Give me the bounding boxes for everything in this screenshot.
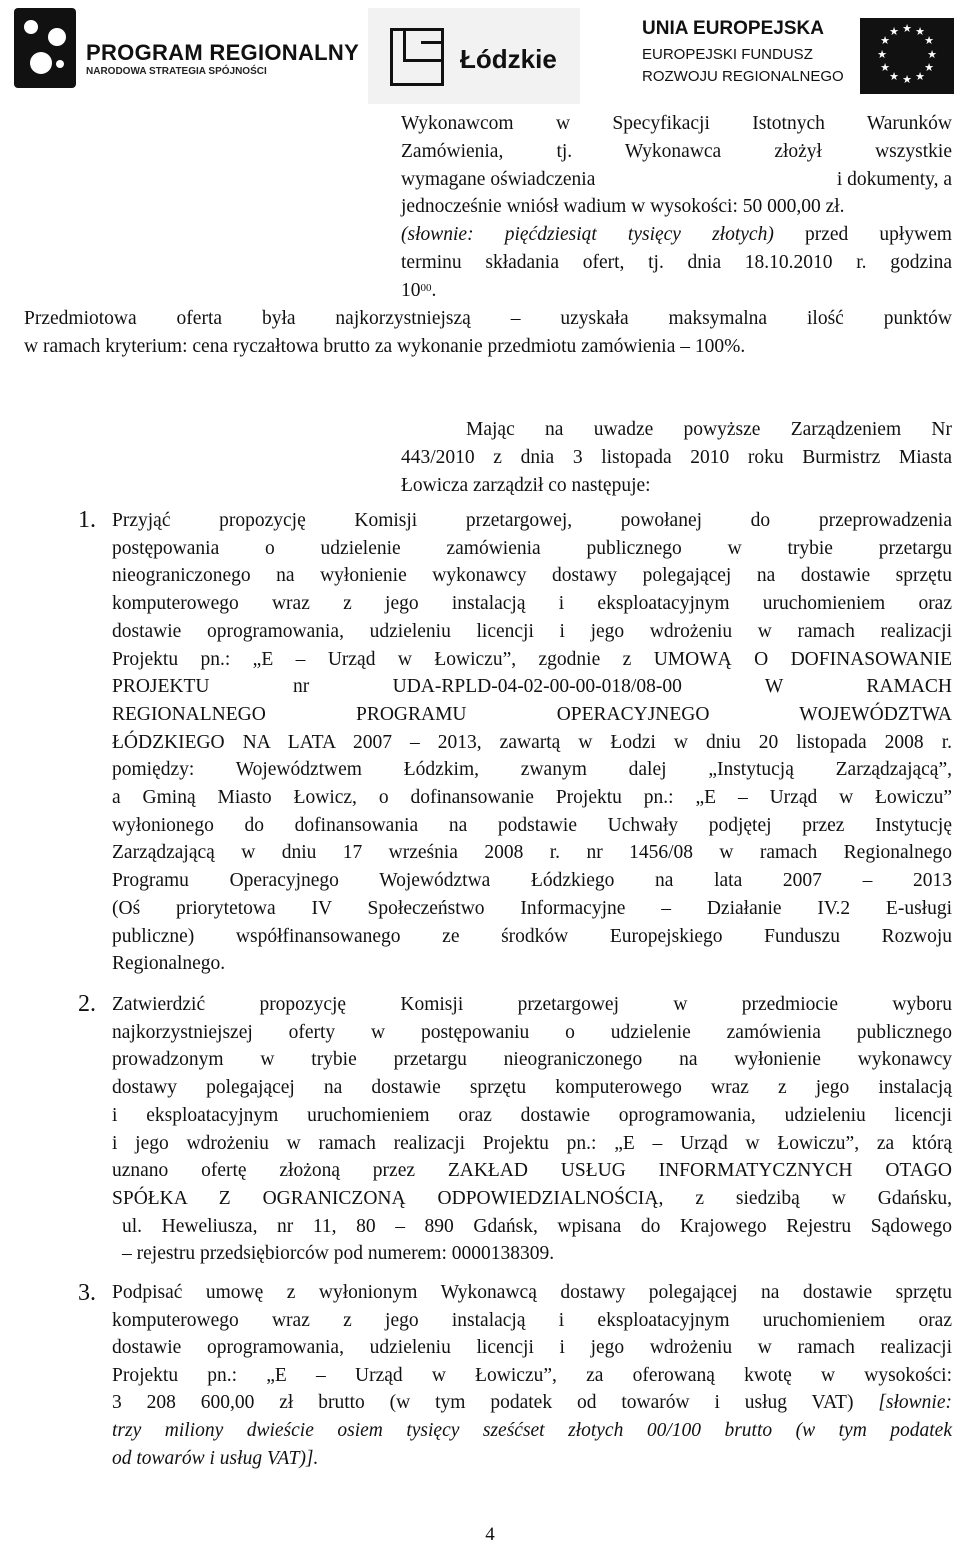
intro-line: jednocześnie wniósł wadium w wysokości: 50 000,00 zł.	[401, 196, 845, 217]
page-header	[0, 0, 960, 108]
preamble-line: Mając na uwadze powyższe Zarządzeniem Nr	[466, 419, 952, 440]
item-line: PROJEKTU nr UDA-RPLD-04-02-00-00-018/08-00 W RAMACH	[112, 676, 952, 698]
program-title: PROGRAM REGIONALNY	[86, 40, 360, 65]
item-line: dostawy polegającej na dostawie sprzętu komputerowego wraz z jego instalacją	[112, 1077, 952, 1099]
intro-italic: (słownie: pięćdziesiąt tysięcy złotych)	[401, 224, 774, 245]
intro-line: terminu składania ofert, tj. dnia 18.10.2010 r. godzina	[401, 252, 952, 273]
item-line: prowadzonym w trybie przetargu nieograniczonego na wyłonienie wykonawcy	[112, 1049, 952, 1071]
svg-text:★: ★	[889, 70, 899, 83]
item-line: komputerowego wraz z jego instalacją i eksploatacyjnym uruchomieniem oraz	[112, 593, 952, 615]
eu-line1: UNIA EUROPEJSKA	[642, 18, 824, 39]
svg-text:★: ★	[927, 48, 937, 61]
item-line: trzy miliony dwieście osiem tysięcy sześćset złotych 00/100 brutto (w tym podatek	[112, 1420, 952, 1441]
item-line: (Oś priorytetowa IV Społeczeństwo Informacyjne – Działanie IV.2 E-usługi	[112, 897, 952, 919]
item-line: najkorzystniejszej oferty w postępowaniu o udzielenie zamówienia publicznego	[112, 1021, 952, 1043]
intro-text: 10	[401, 280, 421, 301]
lodzkie-logo	[368, 8, 580, 104]
item-line: postępowania o udzielenie zamówienia publicznego w trybie przetargu	[112, 537, 952, 559]
item-line: Podpisać umowę z wyłonionym Wykonawcą dostawy polegającej na dostawie sprzętu	[112, 1282, 952, 1303]
item-line: pomiędzy: Województwem Łódzkim, zwanym dalej „Instytucją Zarządzającą”,	[112, 759, 952, 781]
svg-text:★: ★	[889, 25, 899, 38]
item-line: komputerowego wraz z jego instalacją i eksploatacyjnym uruchomieniem oraz	[112, 1309, 952, 1331]
eu-line3: ROZWOJU REGIONALNEGO	[642, 68, 844, 85]
eu-logo	[642, 18, 954, 98]
eu-line2: EUROPEJSKI FUNDUSZ	[642, 46, 813, 63]
program-emblem-icon	[14, 8, 76, 88]
intro-superscript: 00	[420, 282, 432, 294]
intro-line	[401, 277, 952, 304]
svg-text:★: ★	[924, 61, 934, 74]
item-line: Zatwierdzić propozycję Komisji przetargowej w przedmiocie wyboru	[112, 994, 952, 1015]
item-line: ŁÓDZKIEGO NA LATA 2007 – 2013, zawartą w Łodzi w dniu 20 listopada 2008 r.	[112, 731, 952, 753]
intro-line	[401, 221, 952, 248]
item-italic: [słownie:	[878, 1392, 952, 1413]
intro-line: Przedmiotowa oferta była najkorzystniejszą – uzyskała maksymalna ilość punktów	[24, 308, 952, 329]
item-line: dostawie oprogramowania, udzieleniu licencji i jego wdrożeniu w ramach realizacji	[112, 620, 952, 642]
intro-text: przed upływem	[773, 224, 952, 245]
item-line: uznano ofertę złożoną przez ZAKŁAD USŁUG INFORMATYCZNYCH OTAGO	[112, 1160, 952, 1182]
item-line: ul. Heweliusza, nr 11, 80 – 890 Gdańsk, wpisana do Krajowego Rejestru Sądowego	[122, 1215, 952, 1237]
svg-text:★: ★	[902, 73, 912, 86]
lodzkie-mark-icon	[390, 28, 444, 86]
item-line: Programu Operacyjnego Województwa Łódzkiego na lata 2007 – 2013	[112, 870, 952, 892]
intro-text: i dokumenty, a	[836, 169, 952, 190]
intro-line: w ramach kryterium: cena ryczałtowa brutto za wykonanie przedmiotu zamówienia – 100%.	[24, 336, 746, 357]
svg-text:★: ★	[880, 34, 890, 47]
item-number: 2.	[78, 991, 96, 1017]
item-line: i eksploatacyjnym uruchomieniem oraz dostawie oprogramowania, udzieleniu licencji	[112, 1104, 952, 1126]
svg-text:★: ★	[924, 34, 934, 47]
item-line: a Gminą Miasto Łowicz, o dofinansowanie Projektu pn.: „E – Urząd w Łowiczu”	[112, 787, 952, 808]
item-line: Zarządzającą w dniu 17 września 2008 r. nr 1456/08 w ramach Regionalnego	[112, 842, 952, 864]
program-subtitle: NARODOWA STRATEGIA SPÓJNOŚCI	[86, 66, 267, 77]
preamble-line: Łowicza zarządził co następuje:	[401, 475, 651, 496]
intro-line: Zamówienia, tj. Wykonawca złożył wszystkie	[401, 141, 952, 162]
item-line: REGIONALNEGO PROGRAMU OPERACYJNEGO WOJEWÓDZTWA	[112, 703, 952, 725]
intro-text: .	[431, 280, 437, 301]
page-number: 4	[485, 1524, 495, 1545]
item-line: od towarów i usług VAT)].	[112, 1448, 319, 1469]
item-line: Projektu pn.: „E – Urząd w Łowiczu”, za oferowaną kwotę w wysokości:	[112, 1365, 952, 1387]
item-line	[112, 1389, 952, 1416]
preamble-line: 443/2010 z dnia 3 listopada 2010 roku Burmistrz Miasta	[401, 447, 952, 468]
item-line: dostawie oprogramowania, udzieleniu licencji i jego wdrożeniu w ramach realizacji	[112, 1337, 952, 1359]
region-name: Łódzkie	[460, 44, 557, 74]
svg-text:★: ★	[880, 61, 890, 74]
item-line: SPÓŁKA Z OGRANICZONĄ ODPOWIEDZIALNOŚCIĄ, z siedzibą w Gdańsku,	[112, 1187, 952, 1209]
svg-text:★: ★	[877, 48, 887, 61]
svg-text:★: ★	[915, 25, 925, 38]
item-line: Regionalnego.	[112, 953, 226, 975]
item-number: 1.	[78, 507, 96, 533]
item-line: wyłonionego do dofinansowania na podstawie Uchwały podjętej przez Instytucję	[112, 814, 952, 836]
intro-line: Wykonawcom w Specyfikacji Istotnych Warunków	[401, 113, 952, 134]
item-line: Przyjąć propozycję Komisji przetargowej, powołanej do przeprowadzenia	[112, 510, 952, 531]
intro-text: wymagane oświadczenia	[401, 169, 596, 190]
item-number: 3.	[78, 1280, 96, 1306]
svg-text:★: ★	[902, 22, 912, 35]
program-regionalny-logo	[14, 8, 360, 88]
item-line: Projektu pn.: „E – Urząd w Łowiczu”, zgodnie z UMOWĄ O DOFINASOWANIE	[112, 648, 952, 670]
item-line: nieograniczonego na wyłonienie wykonawcy dostawy polegającej na dostawie sprzętu	[112, 565, 952, 587]
item-line: i jego wdrożeniu w ramach realizacji Projektu pn.: „E – Urząd w Łowiczu”, za którą	[112, 1132, 952, 1154]
item-line: publiczne) współfinansowanego ze środków Europejskiego Funduszu Rozwoju	[112, 925, 952, 947]
eu-stars-flag-icon	[860, 18, 954, 94]
item-line: – rejestru przedsiębiorców pod numerem: 0000138309.	[122, 1243, 555, 1265]
item-text: 3 208 600,00 zł brutto (w tym podatek od towarów i usług VAT)	[112, 1392, 879, 1413]
svg-text:★: ★	[915, 70, 925, 83]
intro-line	[401, 166, 952, 193]
